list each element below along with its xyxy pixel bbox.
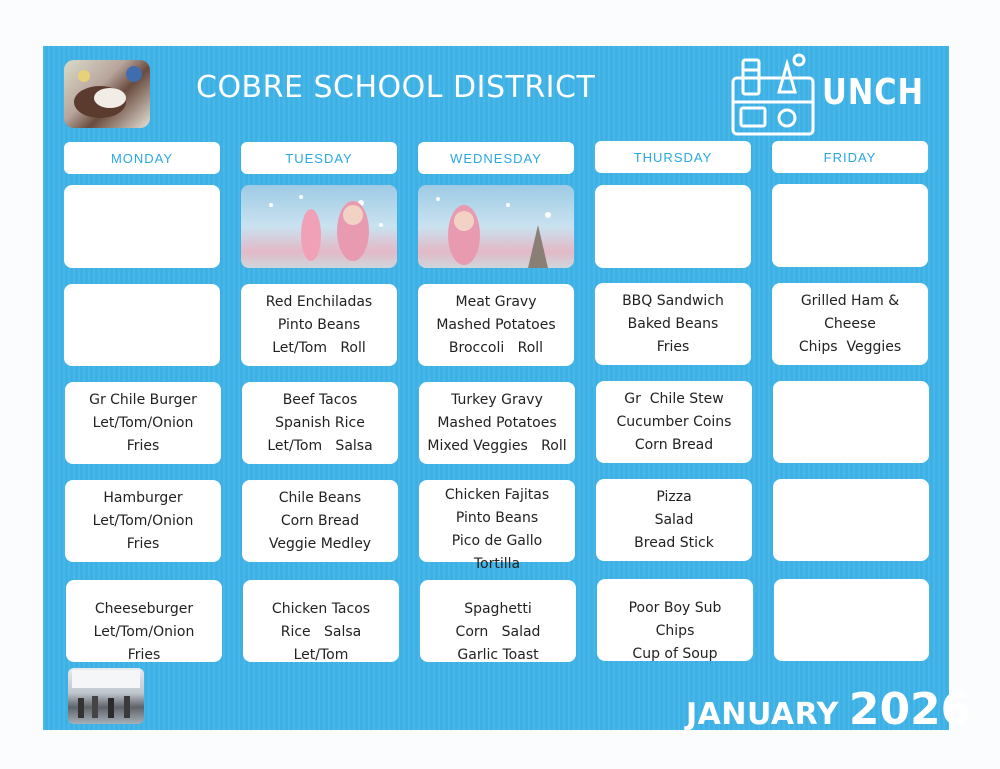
menu-line: Gr Chile Burger xyxy=(89,391,197,408)
menu-line: Tortilla xyxy=(473,556,521,572)
menu-line: Baked Beans xyxy=(627,315,719,332)
day-header-tuesday: TUESDAY xyxy=(241,142,397,174)
cell-w3-wed xyxy=(419,382,575,464)
food-photo xyxy=(64,60,150,128)
cell-w3-tue xyxy=(242,382,398,464)
menu-line: Let/Tom/Onion xyxy=(92,512,194,529)
menu-line: Mashed Potatoes xyxy=(436,316,556,333)
menu-line: Corn Bread xyxy=(634,436,714,453)
menu-line: Pinto Beans xyxy=(455,510,539,526)
menu-line: Rice Salsa xyxy=(280,624,362,640)
cell-w1-mon xyxy=(64,185,220,268)
cell-w5-mon xyxy=(66,580,222,662)
menu-line: Hamburger xyxy=(103,489,183,506)
cell-w2-thu xyxy=(595,283,751,365)
month-name: JANUARY xyxy=(686,697,839,732)
day-header-friday: FRIDAY xyxy=(772,141,928,173)
snow-photo xyxy=(418,185,574,268)
menu-line: Let/Tom/Onion xyxy=(93,624,195,640)
menu-line: Fries xyxy=(656,338,690,355)
menu-line: Chips Veggies xyxy=(798,338,902,355)
menu-line: Chile Beans xyxy=(278,489,362,506)
cell-w5-wed xyxy=(420,580,576,662)
menu-line: Cup of Soup xyxy=(632,646,718,661)
menu-line: Red Enchiladas xyxy=(265,293,373,310)
menu-line: Let/Tom xyxy=(293,647,349,662)
menu-line: Cheeseburger xyxy=(94,601,194,617)
cell-w2-tue xyxy=(241,284,397,366)
menu-line: Let/Tom/Onion xyxy=(92,414,194,431)
menu-line: Turkey Gravy xyxy=(451,391,543,408)
cell-w4-fri xyxy=(773,479,929,561)
menu-line: Garlic Toast xyxy=(457,647,539,662)
menu-line: Pizza xyxy=(656,488,692,505)
cell-w5-fri xyxy=(774,579,929,661)
menu-line: Grilled Ham & xyxy=(800,292,900,309)
cell-w4-thu xyxy=(596,479,752,561)
menu-line: Let/Tom Roll xyxy=(272,339,366,356)
day-header-wednesday: WEDNESDAY xyxy=(418,142,574,174)
year: 2026 xyxy=(848,684,972,735)
menu-line: Corn Salad xyxy=(455,624,541,640)
menu-line: Fries xyxy=(127,647,161,662)
day-header-thursday: THURSDAY xyxy=(595,141,751,173)
menu-line: Meat Gravy xyxy=(455,293,537,310)
district-title: COBRE SCHOOL DISTRICT xyxy=(196,70,596,105)
menu-line: Salad xyxy=(654,511,694,528)
menu-line: Pinto Beans xyxy=(277,316,361,333)
menu-line: Chicken Tacos xyxy=(271,601,371,617)
menu-line: Let/Tom Salsa xyxy=(267,437,373,454)
cell-w1-thu xyxy=(595,185,751,268)
cell-w3-thu xyxy=(596,381,752,463)
month-label xyxy=(686,684,971,735)
cell-w5-tue xyxy=(243,580,399,662)
menu-line: Poor Boy Sub xyxy=(628,600,722,616)
menu-line: Fries xyxy=(126,535,160,552)
cell-w2-fri xyxy=(772,283,928,365)
menu-line: Mashed Potatoes xyxy=(437,414,557,431)
menu-line: Corn Bread xyxy=(280,512,360,529)
menu-line: Cucumber Coins xyxy=(616,413,732,430)
menu-line: Cheese xyxy=(824,315,876,332)
menu-line: Chicken Fajitas xyxy=(444,487,550,503)
menu-line: Bread Stick xyxy=(634,534,714,551)
cell-w4-wed xyxy=(419,480,575,572)
cell-w3-fri xyxy=(773,381,929,463)
menu-line: Gr Chile Stew xyxy=(624,390,724,407)
menu-line: Fries xyxy=(126,437,160,454)
cell-w1-fri xyxy=(772,184,928,267)
menu-line: Pico de Gallo xyxy=(451,533,543,549)
day-header-monday: MONDAY xyxy=(64,142,220,174)
cell-w2-wed xyxy=(418,284,574,366)
menu-line: Chips xyxy=(655,623,695,639)
cell-w3-mon xyxy=(65,382,221,464)
menu-line: Broccoli Roll xyxy=(448,339,544,356)
menu-line: Beef Tacos xyxy=(282,391,358,408)
cell-w5-thu xyxy=(597,579,753,661)
lunch-word: UNCH xyxy=(822,72,924,113)
menu-line: BBQ Sandwich xyxy=(622,292,724,309)
cell-w4-mon xyxy=(65,480,221,562)
lunchbox-icon xyxy=(729,52,819,138)
cell-w4-tue xyxy=(242,480,398,562)
menu-line: Veggie Medley xyxy=(268,535,372,552)
menu-line: Spanish Rice xyxy=(275,414,365,431)
menu-line: Spaghetti xyxy=(464,601,532,617)
cell-w2-mon xyxy=(64,284,220,366)
menu-line: Mixed Veggies Roll xyxy=(427,437,567,454)
snow-photo xyxy=(241,185,397,268)
school-photo xyxy=(68,668,144,724)
